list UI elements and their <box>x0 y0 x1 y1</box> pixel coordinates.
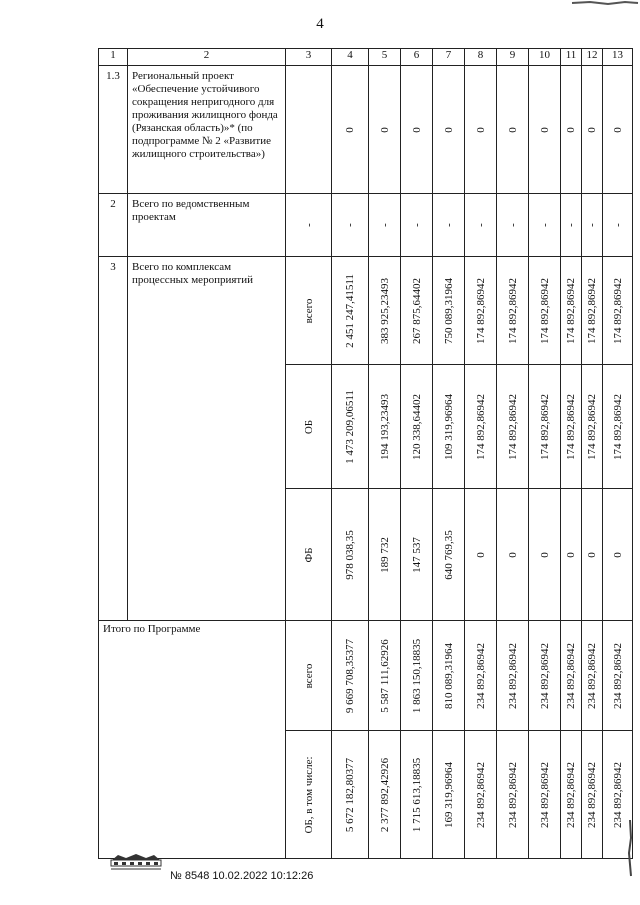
value-cell: 5 587 111,62926 <box>369 621 401 731</box>
value-cell: 194 193,23493 <box>369 365 401 489</box>
sub-label: ФБ <box>286 489 332 621</box>
value-cell: - <box>497 194 529 257</box>
value-cell: 383 925,23493 <box>369 257 401 365</box>
value-cell: 109 319,96964 <box>433 365 465 489</box>
value-cell: 1 715 613,18835 <box>401 731 433 859</box>
value-cell: 234 892,86942 <box>465 621 497 731</box>
value-cell: 189 732 <box>369 489 401 621</box>
col-header: 1 <box>99 49 128 66</box>
value-cell: - <box>603 194 633 257</box>
value-cell: 234 892,86942 <box>497 621 529 731</box>
sub-label: всего <box>286 257 332 365</box>
value-cell: 234 892,86942 <box>582 621 603 731</box>
value-cell: - <box>369 194 401 257</box>
value-cell: 0 <box>582 489 603 621</box>
col-header: 11 <box>561 49 582 66</box>
value-cell: 169 319,96964 <box>433 731 465 859</box>
table-row <box>99 257 633 365</box>
value-cell: 5 672 182,80377 <box>332 731 369 859</box>
sub-label: всего <box>286 621 332 731</box>
value-cell: 234 892,86942 <box>561 731 582 859</box>
value-cell: 0 <box>433 66 465 194</box>
value-cell: 0 <box>332 66 369 194</box>
empty-cell <box>286 66 332 194</box>
value-cell: 0 <box>529 66 561 194</box>
value-cell: 174 892,86942 <box>529 257 561 365</box>
value-cell: 2 377 892,42926 <box>369 731 401 859</box>
sub-label: ОБ <box>286 365 332 489</box>
value-cell: 234 892,86942 <box>561 621 582 731</box>
value-cell: 0 <box>497 489 529 621</box>
sub-label: ОБ, в том числе: <box>286 731 332 859</box>
registry-stamp-icon <box>108 852 164 872</box>
value-cell: - <box>401 194 433 257</box>
value-cell: 0 <box>561 66 582 194</box>
value-cell: - <box>529 194 561 257</box>
value-cell: 174 892,86942 <box>497 365 529 489</box>
value-cell: 0 <box>582 66 603 194</box>
col-header: 13 <box>603 49 633 66</box>
header-row <box>99 49 633 66</box>
value-cell: 174 892,86942 <box>497 257 529 365</box>
value-cell: 750 089,31964 <box>433 257 465 365</box>
value-cell: 0 <box>603 489 633 621</box>
value-cell: 0 <box>465 66 497 194</box>
col-header: 6 <box>401 49 433 66</box>
total-label: Итого по Программе <box>99 621 286 859</box>
value-cell: 234 892,86942 <box>603 621 633 731</box>
value-cell: - <box>561 194 582 257</box>
value-cell: 0 <box>465 489 497 621</box>
value-cell: 0 <box>497 66 529 194</box>
value-cell: 810 089,31964 <box>433 621 465 731</box>
scan-edge-mark <box>626 818 634 878</box>
value-cell: - <box>433 194 465 257</box>
value-cell: - <box>582 194 603 257</box>
col-header: 7 <box>433 49 465 66</box>
value-cell: 174 892,86942 <box>603 257 633 365</box>
value-cell: 1 863 150,18835 <box>401 621 433 731</box>
row-number: 2 <box>99 194 128 257</box>
value-cell: 147 537 <box>401 489 433 621</box>
value-cell: - <box>465 194 497 257</box>
table-row <box>99 66 633 194</box>
col-header: 2 <box>128 49 286 66</box>
budget-table <box>98 48 633 859</box>
value-cell: 234 892,86942 <box>497 731 529 859</box>
value-cell: 234 892,86942 <box>603 731 633 859</box>
value-cell: 234 892,86942 <box>529 621 561 731</box>
value-cell: 174 892,86942 <box>582 257 603 365</box>
value-cell: 174 892,86942 <box>465 365 497 489</box>
value-cell: 0 <box>369 66 401 194</box>
value-cell: 2 451 247,41511 <box>332 257 369 365</box>
page-number: 4 <box>316 16 324 32</box>
col-header: 9 <box>497 49 529 66</box>
value-cell: - <box>332 194 369 257</box>
value-cell: 234 892,86942 <box>465 731 497 859</box>
value-cell: 174 892,86942 <box>529 365 561 489</box>
value-cell: 120 338,64402 <box>401 365 433 489</box>
value-cell: 640 769,35 <box>433 489 465 621</box>
col-header: 5 <box>369 49 401 66</box>
value-cell: 0 <box>401 66 433 194</box>
col-header: 8 <box>465 49 497 66</box>
row-name: Всего по ведомственным проектам <box>128 194 286 257</box>
value-cell: 174 892,86942 <box>561 257 582 365</box>
value-cell: 234 892,86942 <box>582 731 603 859</box>
value-cell: 174 892,86942 <box>582 365 603 489</box>
value-cell: 174 892,86942 <box>465 257 497 365</box>
value-cell: 0 <box>529 489 561 621</box>
table-row <box>99 194 633 257</box>
value-cell: 174 892,86942 <box>561 365 582 489</box>
col-header: 4 <box>332 49 369 66</box>
col-header: 3 <box>286 49 332 66</box>
row-number: 3 <box>99 257 128 621</box>
row-name: Региональный проект «Обеспечение устойчивого сокращения непригодного для проживания жилищного фонда (Рязанская область)»* (по подпрограмме № 2 «Развитие жилищного строительства») <box>128 66 286 194</box>
value-cell: - <box>286 194 332 257</box>
value-cell: 267 875,64402 <box>401 257 433 365</box>
value-cell: 0 <box>561 489 582 621</box>
value-cell: 978 038,35 <box>332 489 369 621</box>
scan-edge-mark <box>570 0 640 6</box>
col-header: 12 <box>582 49 603 66</box>
value-cell: 174 892,86942 <box>603 365 633 489</box>
col-header: 10 <box>529 49 561 66</box>
row-number: 1.3 <box>99 66 128 194</box>
registration-number: № 8548 10.02.2022 10:12:26 <box>170 870 314 882</box>
row-name: Всего по комплексам процессных мероприятий <box>128 257 286 621</box>
table-row <box>99 621 633 731</box>
value-cell: 1 473 209,06511 <box>332 365 369 489</box>
value-cell: 234 892,86942 <box>529 731 561 859</box>
value-cell: 0 <box>603 66 633 194</box>
value-cell: 9 669 708,35377 <box>332 621 369 731</box>
